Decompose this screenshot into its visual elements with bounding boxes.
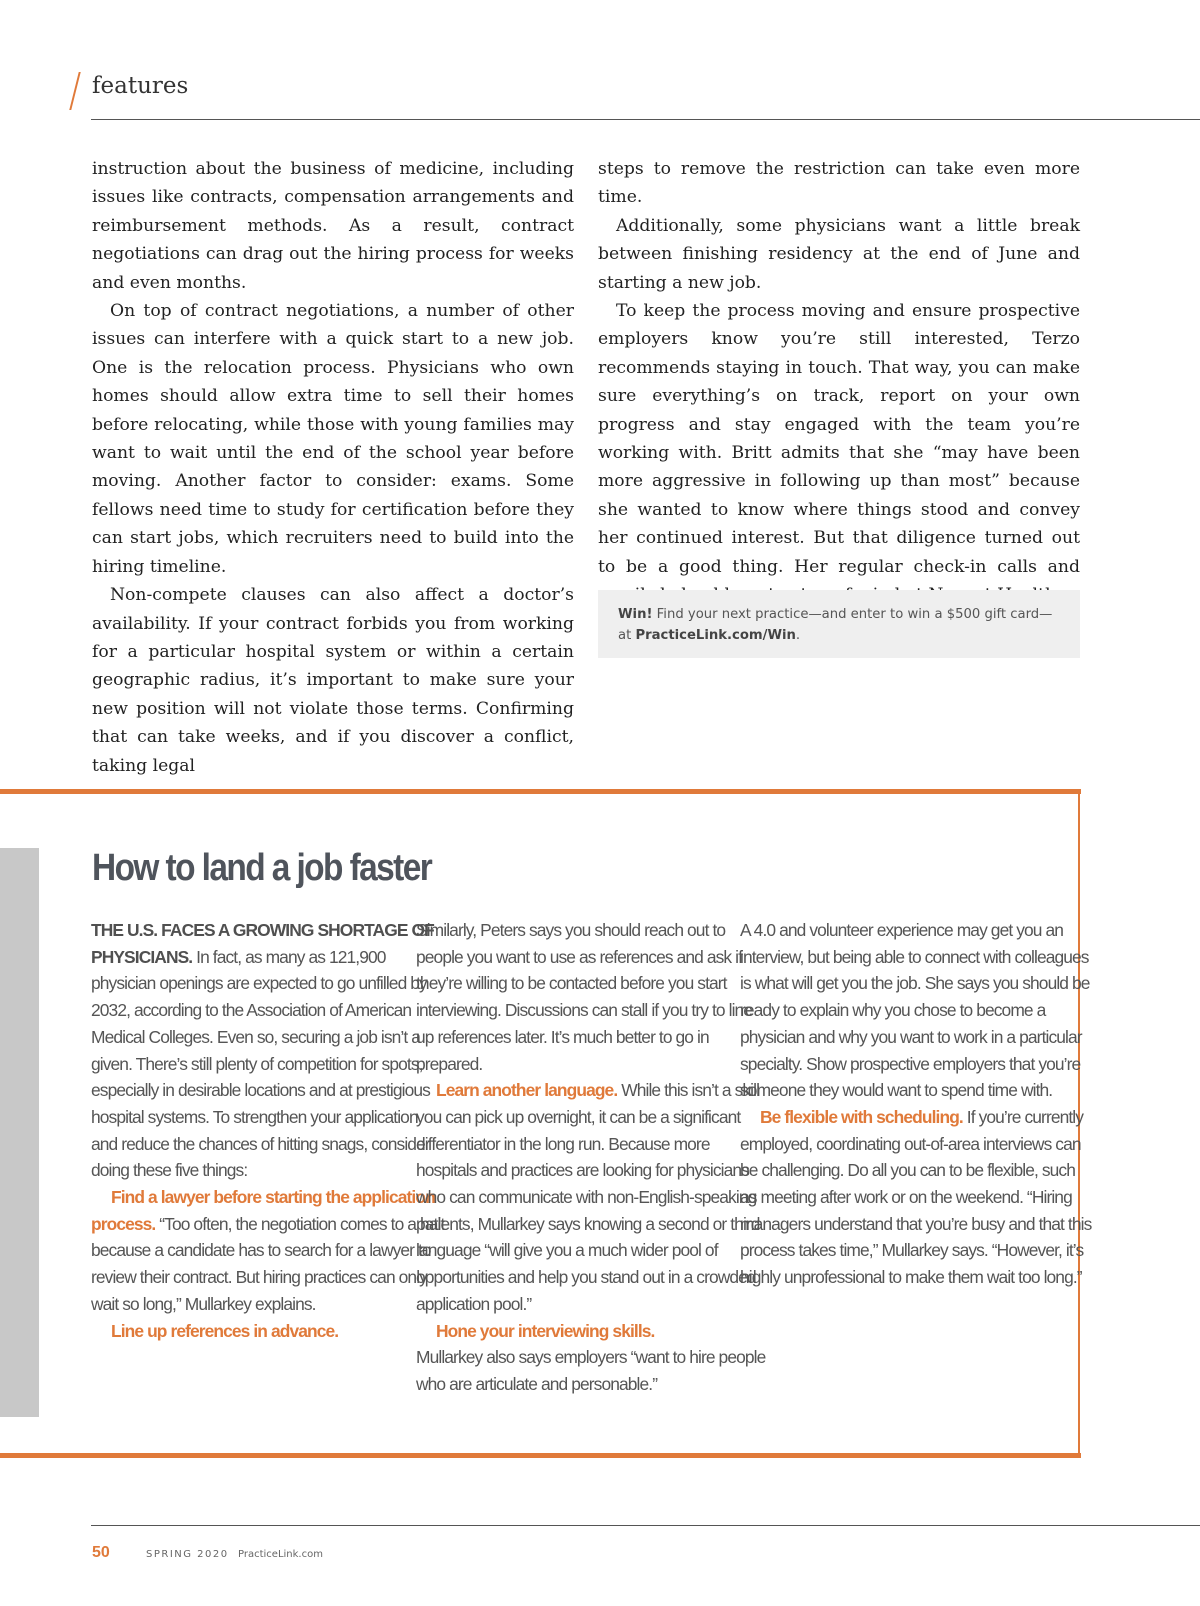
article-paragraph-text: To keep the process moving and ensure prospective employers know you’re still interested, Terzo recommends staying in touch. That way, you can make sure everything’s on track, report on your own progress and stay engaged with the team you’re working with. Britt admits that she “may have been more aggressive in following up than most” because she wanted to know where things stood and convey her continued interest. But that diligence turned out to be a good thing. Her regular check-in calls and (598, 301, 1080, 577)
page-number: 50 (92, 1544, 110, 1561)
tip-interviewing (416, 1318, 770, 1345)
sidebar-intro: THE U.S. FACES A GROWING SHORTAGE OF PHYSICIANS. In fact, as many as 121,900 physician openings are expected to go unfilled by 2032, according to the Association of American Medical Colleges. Even so, securing a job isn’t a given. There’s still plenty of competition for spots, especially in desirable locations and at prestigious hospital systems. To strengthen your application and reduce the chances of hitting snags, consider doing these five things: (91, 920, 434, 1181)
promo-box (598, 590, 1080, 658)
article-paragraph: Additionally, some physicians want a little break between finishing residency at the end of June and starting a new job. (598, 215, 1080, 293)
tip-interviewing-continued: A 4.0 and volunteer experience may get you an interview, but being able to connect with colleagues is what will get you the job. She says you should be ready to explain why you chose to become a physician and why you want to work in a particular specialty. Show prospective employers that you’re someone they would want to spend time with. (740, 920, 1090, 1101)
intro-lead: THE U.S. FACES A GROWING SHORTAGE OF PHYSICIANS. (91, 920, 434, 967)
tip-scheduling: Be flexible with scheduling. If you’re currently employed, coordinating out-of-area interviews can be challenging. Do all you can to be flexible, such as meeting after work or on the weekend. “Hiring managers understand that you’re busy and that this process takes time,” Mullarkey says. “However, it’s highly unprofessional to make them wait too long.” (740, 1106, 1092, 1288)
sidebar-grey-bar (0, 848, 39, 1417)
footer-rule (91, 1525, 1200, 1526)
promo-lead: Win! (618, 607, 653, 622)
sidebar-title: How to land a job faster (92, 847, 432, 889)
sidebar-column-1 (91, 917, 445, 1344)
tip-heading: Hone your interviewing skills. (436, 1320, 655, 1341)
sidebar-top-border (0, 789, 1081, 794)
tip-heading: Be flexible with scheduling. (760, 1106, 963, 1127)
tip-heading: Find a lawyer before starting the application process. (91, 1187, 435, 1234)
tip-heading: Line up references in advance. (111, 1320, 339, 1341)
tip-interviewing-text: Mullarkey also says employers “want to hire people who are articulate and personable.” (416, 1347, 766, 1394)
header-slash-ornament (69, 72, 80, 110)
sidebar-column-3 (740, 917, 1094, 1291)
promo-link[interactable]: PracticeLink.com/Win (635, 628, 796, 643)
issue-label: SPRING 2020 (146, 1549, 229, 1560)
article-paragraph (598, 297, 1080, 609)
promo-text: Win! Find your next practice—and enter to win a $500 gift card—at PracticeLink.com/Win. (618, 607, 1053, 643)
tip-find-lawyer: Find a lawyer before starting the application process. “Too often, the negotiation comes to a halt because a candidate has to search for a lawyer to review their contract. But hiring practices can only wait so long,” Mullarkey explains. (91, 1187, 445, 1314)
article-paragraph: instruction about the business of medicine, including issues like contracts, compensation arrangements and reimbursement methods. As a result, contract negotiations can drag out the hiring process for weeks and even months. (92, 159, 574, 293)
article-paragraph: On top of contract negotiations, a number of other issues can interfere with a quick start to a new job. One is the relocation process. Physicians who own homes should allow extra time to sell their homes before relocating, while those with young families may want to wait until the end of the school year before moving. Another factor to consider: exams. Some fellows need time to study for certification before they can start jobs, which recruiters need to build into the hiring timeline. (92, 301, 574, 577)
article-column-right (598, 155, 1080, 610)
site-label: PracticeLink.com (238, 1549, 323, 1560)
section-label: features (92, 73, 189, 99)
sidebar-bottom-border (0, 1453, 1081, 1458)
header-rule (91, 119, 1200, 120)
tip-references-heading (91, 1318, 445, 1345)
article-paragraph: Non-compete clauses can also affect a doctor’s availability. If your contract forbids you from working for a particular hospital system or within a certain geographic radius, it’s important to make sure your new position will not violate those terms. Confirming that can take weeks, and if you discover a conflict, taking legal (92, 585, 574, 776)
tip-references-text: Similarly, Peters says you should reach out to people you want to use as references and ask if they’re willing to be contacted before you start interviewing. Discussions can stall if you try to line up references later. It’s much better to go in prepared. (416, 920, 753, 1074)
article-paragraph: steps to remove the restriction can take even more time. (598, 159, 1080, 208)
sidebar-column-2 (416, 917, 770, 1398)
article-column-left (92, 155, 574, 780)
tip-language: Learn another language. While this isn’t a skill you can pick up overnight, it can be a significant differentiator in the long run. Because more hospitals and practices are looking for physicians who can communicate with non-English-speaking patients, Mullarkey says knowing a second or third language “will give you a much wider pool of opportunities and help you stand out in a crowded application pool.” (416, 1080, 760, 1314)
tip-heading: Learn another language. (436, 1080, 618, 1101)
